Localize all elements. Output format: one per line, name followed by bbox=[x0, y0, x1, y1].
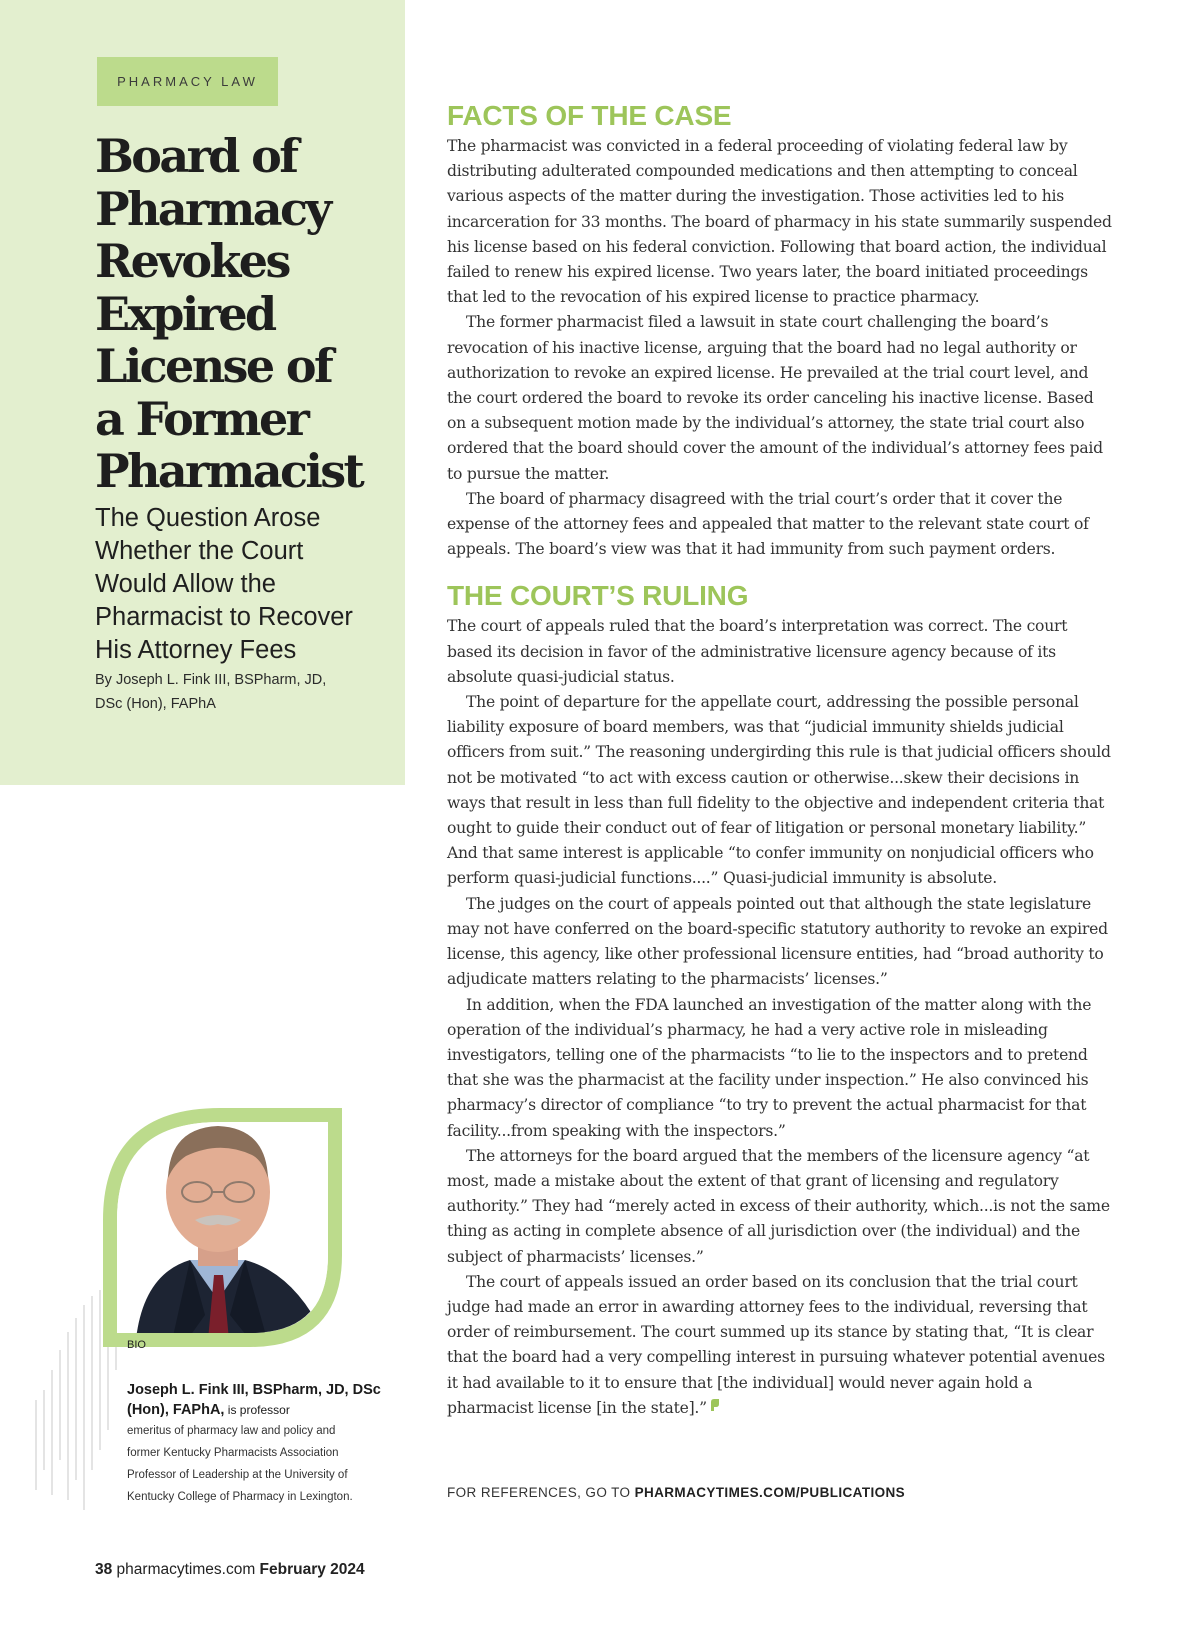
bio-lead: is professor bbox=[224, 1403, 290, 1417]
byline bbox=[95, 668, 385, 716]
section-heading-ruling: THE COURT’S RULING bbox=[447, 580, 749, 612]
bio-line: former Kentucky Pharmacists Association bbox=[127, 1447, 339, 1459]
author-bio bbox=[127, 1380, 402, 1508]
references-note bbox=[447, 1485, 905, 1500]
bio-name-line2: (Hon), FAPhA, bbox=[127, 1402, 225, 1418]
page-number: 38 bbox=[95, 1561, 113, 1578]
paragraph: The board of pharmacy disagreed with the trial court’s order that it cover the expense of the attorney fees and appealed that matter to the relevant state court of appeals. The board’s view was that it had immunity from such payment orders. bbox=[447, 489, 1089, 559]
headline-line: Expired bbox=[95, 286, 275, 341]
bio-line: Kentucky College of Pharmacy in Lexington. bbox=[127, 1491, 353, 1503]
paragraph: The pharmacist was convicted in a federal proceeding of violating federal law by distributing adulterated compounded medications and then attempting to conceal various aspects of the matter during the investigation. Those activities led to his incarceration for 33 months. The board of pharmacy in his state summarily suspended his license based on his federal conviction. Following that board action, the individual failed to renew his expired license. Two years later, the board initiated proceedings that led to the revocation of his expired license to practice pharmacy. bbox=[447, 137, 1112, 307]
bio-name-line1: Joseph L. Fink III, BSPharm, JD, DSc bbox=[127, 1382, 381, 1398]
paragraph: The attorneys for the board argued that the members of the licensure agency “at most, made a mistake about the extent of that grant of licensing and regulatory authority.” They had “merely acted in excess of their authority, which...is not the same thing as acting in complete absence of all jurisdiction over (the individual) and the subject of pharmacists’ licenses.” bbox=[447, 1146, 1110, 1266]
section-heading-facts: FACTS OF THE CASE bbox=[447, 100, 732, 131]
paragraph: The point of departure for the appellate court, addressing the possible personal liability exposure of board members, was that “judicial immunity shields judicial officers from suit.” The reasoning undergirding this rule is that judicial officers should not be motivated “to act with excess caution or otherwise...skew their decisions in ways that result in less than full fidelity to the objective and independent criteria that ought to guide their conduct out of fear of litigation or personal monetary liability.” And that same interest is applicable “to confer immunity on nonjudicial officers who perform quasi-judicial functions....” Quasi-judicial immunity is absolute. bbox=[447, 693, 1111, 888]
references-link[interactable]: PHARMACYTIMES.COM/PUBLICATIONS bbox=[634, 1485, 906, 1500]
article-subhead bbox=[95, 502, 395, 667]
headline-line: Pharmacist bbox=[95, 444, 363, 498]
paragraph: The former pharmacist filed a lawsuit in state court challenging the board’s revocation of his inactive license, arguing that the board had no legal authority or authorization to revoke an expired license. He prevailed at the trial court level, and the court ordered the board to revoke its order canceling his inactive license. Based on a subsequent motion made by the individual’s attorney, the state trial court also ordered that the board should cover the amount of the individual’s attorney fees paid to pursue the matter. bbox=[447, 313, 1103, 483]
paragraph-text: The court of appeals issued an order based on its conclusion that the trial court judge had made an error in awarding attorney fees to the individual, reversing that order of reimbursement. The court summed up its stance by stating that, “It is clear that the board had a very compelling interest in pursuing whatever potential avenues it had available to it to ensure that [the individual] would never again hold a pharmacist license [in the state].” bbox=[447, 1272, 1105, 1417]
headline-line: Pharmacy bbox=[95, 181, 330, 236]
subhead-line: Would Allow the bbox=[95, 570, 276, 598]
bio-line: Professor of Leadership at the University of bbox=[127, 1469, 348, 1481]
subhead-line: His Attorney Fees bbox=[95, 636, 297, 664]
bio-label: BIO bbox=[127, 1339, 146, 1351]
paragraph: The court of appeals ruled that the board’s interpretation was correct. The court based its decision in favor of the administrative licensure agency because of its absolute quasi-judicial status. bbox=[447, 617, 1068, 686]
article-headline bbox=[95, 130, 395, 498]
subhead-line: The Question Arose bbox=[95, 504, 321, 532]
end-mark-icon bbox=[710, 1398, 720, 1412]
article-body bbox=[447, 98, 1117, 1421]
section-tag-label: PHARMACY LAW bbox=[117, 74, 258, 89]
page-footer bbox=[95, 1561, 365, 1579]
paragraph: The judges on the court of appeals pointed out that although the state legislature may not have conferred on the board-specific statutory authority to revoke an expired license, this agency, like other professional licensure entities, had “broad authority to adjudicate matters relating to the pharmacists’ licenses.” bbox=[447, 894, 1108, 989]
bio-line: emeritus of pharmacy law and policy and bbox=[127, 1425, 336, 1437]
byline-line: DSc (Hon), FAPhA bbox=[95, 696, 216, 712]
paragraph: In addition, when the FDA launched an investigation of the matter along with the operation of the individual’s pharmacy, he had a very active role in misleading investigators, telling one of the pharmacists “to lie to the inspectors and to pretend that she was the pharmacist at the facility under inspection.” He also convinced his pharmacy’s director of compliance “to try to prevent the actual pharmacist for that facility...from speaking with the inspectors.” bbox=[447, 995, 1092, 1140]
byline-line: By Joseph L. Fink III, BSPharm, JD, bbox=[95, 672, 327, 688]
headline-line: Revokes bbox=[95, 234, 289, 288]
headline-line: License of bbox=[95, 339, 332, 393]
footer-issue: February 2024 bbox=[259, 1561, 365, 1578]
headline-line: Board of bbox=[95, 129, 297, 183]
subhead-line: Pharmacist to Recover bbox=[95, 603, 353, 631]
section-tag bbox=[97, 57, 278, 106]
footer-site: pharmacytimes.com bbox=[112, 1561, 260, 1578]
bio-name bbox=[127, 1380, 402, 1420]
subhead-line: Whether the Court bbox=[95, 537, 304, 565]
headline-line: a Former bbox=[95, 391, 308, 446]
paragraph-final bbox=[447, 1270, 1117, 1421]
references-prefix: FOR REFERENCES, GO TO bbox=[447, 1485, 635, 1500]
